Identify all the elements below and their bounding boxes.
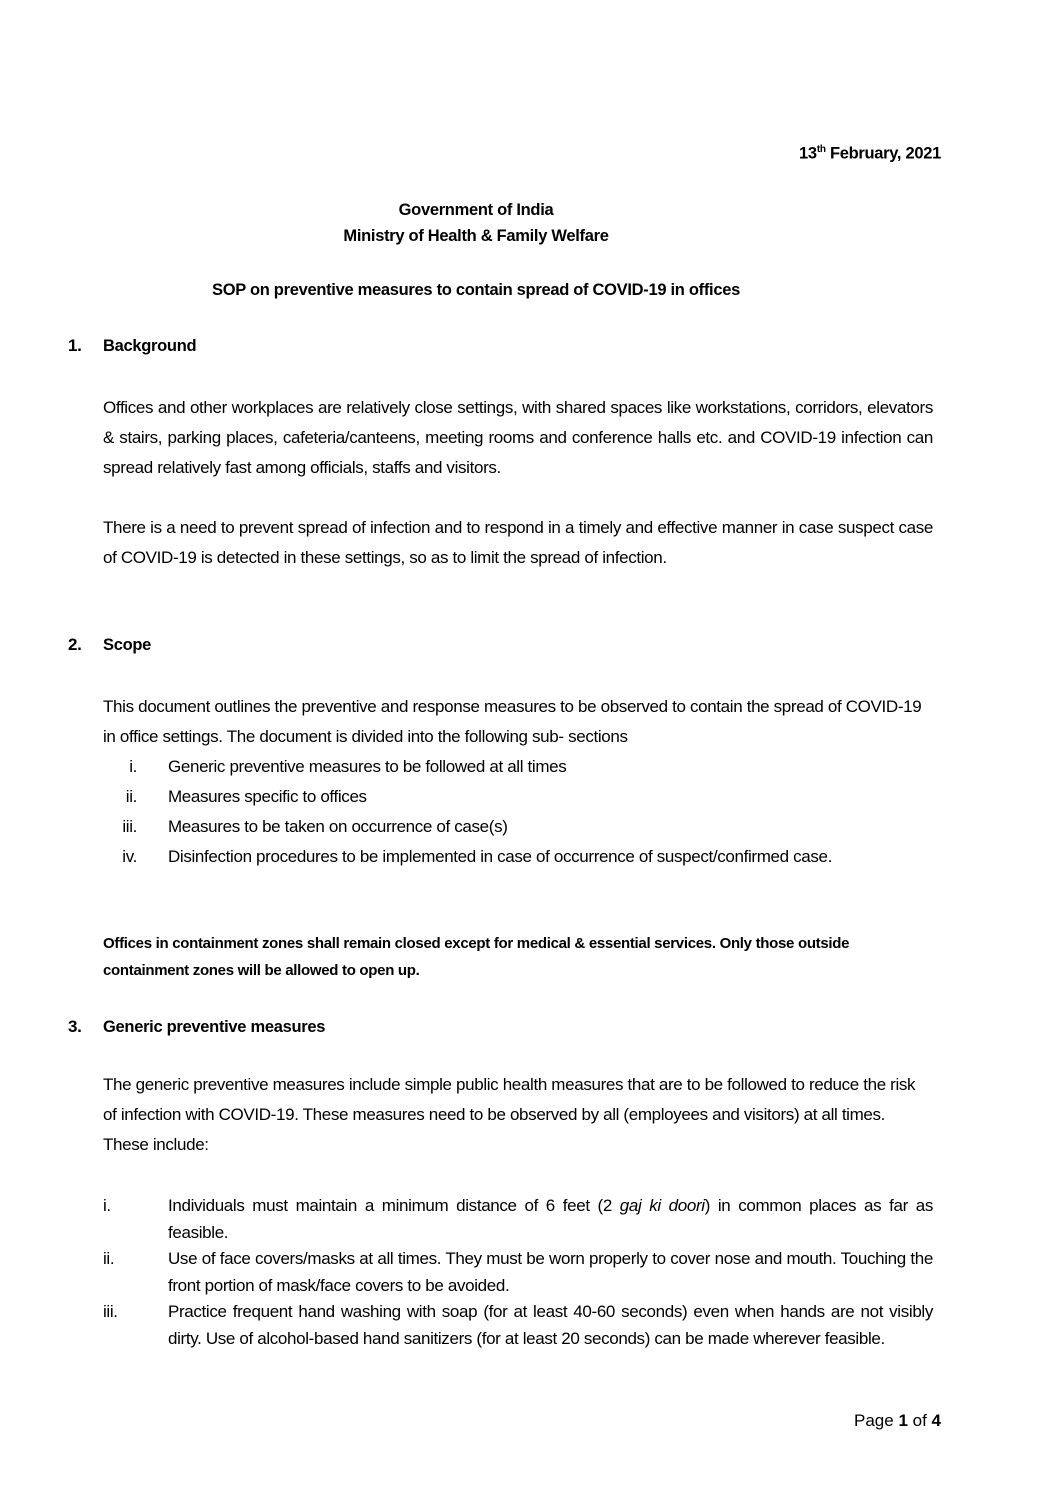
list-text: Measures to be taken on occurrence of case(s) xyxy=(168,817,508,836)
background-paragraph-1: Offices and other workplaces are relatively close settings, with shared spaces like workstations, corridors, elevators & stairs, parking places, cafeteria/canteens, meeting rooms and conference halls etc. and COVID-19 infection can spread relatively fast among officials, staffs and visitors. xyxy=(103,398,933,477)
containment-zone-note: Offices in containment zones shall remain closed except for medical & essential services. Only those outside containment zones will be allowed to open up. xyxy=(103,935,850,979)
date-suffix: th xyxy=(816,144,826,155)
page-number-footer xyxy=(854,1411,941,1431)
list-text: Use of face covers/masks at all times. They must be worn properly to cover nose and mouth. Touching the front portion of mask/face covers to be avoided. xyxy=(168,1249,933,1295)
total-pages: 4 xyxy=(931,1411,941,1430)
list-item xyxy=(103,782,933,812)
text-part: Individuals must maintain a minimum distance of 6 feet (2 xyxy=(168,1196,620,1215)
list-marker: i. xyxy=(103,1196,111,1215)
current-page: 1 xyxy=(898,1411,908,1430)
list-marker: iii. xyxy=(103,1302,118,1321)
header-ministry: Ministry of Health & Family Welfare xyxy=(343,227,609,245)
list-item xyxy=(103,812,933,842)
list-text: Practice frequent hand washing with soap (for at least 40-60 seconds) even when hands are not visibly dirty. Use of alcohol-based hand sanitizers (for at least 20 seconds) can be made wherever feasible. xyxy=(168,1302,933,1348)
header-government: Government of India xyxy=(398,201,554,219)
section-title: Background xyxy=(103,337,197,355)
generic-measures-list xyxy=(103,1193,933,1352)
list-text: Measures specific to offices xyxy=(168,787,367,806)
footer-prefix: Page xyxy=(854,1411,899,1430)
section-number: 3. xyxy=(68,1017,82,1036)
list-marker: ii. xyxy=(103,1249,115,1268)
list-marker: i. xyxy=(129,757,137,776)
list-marker: iv. xyxy=(122,847,137,866)
section-heading-generic-measures xyxy=(68,1017,325,1037)
list-marker: ii. xyxy=(125,787,137,806)
list-item xyxy=(103,842,933,872)
document-title: SOP on preventive measures to contain spread of COVID-19 in offices xyxy=(212,281,740,299)
generic-measures-paragraph: The generic preventive measures include simple public health measures that are to be followed to reduce the risk of infection with COVID-19. These measures need to be observed by all (employees and visitors) at all times. These include: xyxy=(103,1075,916,1154)
document-date xyxy=(799,144,941,164)
footer-of: of xyxy=(907,1411,932,1430)
scope-paragraph: This document outlines the preventive and response measures to be observed to contain the spread of COVID-19 in office settings. The document is divided into the following sub- sections xyxy=(103,697,922,746)
section-number: 1. xyxy=(68,336,82,355)
list-text: Disinfection procedures to be implemented in case of occurrence of suspect/confirmed case. xyxy=(168,847,832,866)
list-item xyxy=(103,1193,933,1246)
scope-block xyxy=(103,692,933,872)
section-heading-scope xyxy=(68,635,151,655)
background-paragraph-2: There is a need to prevent spread of infection and to respond in a timely and effective manner in case suspect case of COVID-19 is detected in these settings, so as to limit the spread of infection. xyxy=(103,518,933,567)
list-item xyxy=(103,1299,933,1352)
section-heading-background xyxy=(68,336,196,356)
date-day: 13 xyxy=(799,144,817,163)
section-number: 2. xyxy=(68,635,82,654)
date-rest: February, 2021 xyxy=(825,144,941,163)
list-text: Generic preventive measures to be followed at all times xyxy=(168,757,567,776)
list-item xyxy=(103,752,933,782)
list-text xyxy=(103,1193,933,1246)
list-item xyxy=(103,1246,933,1299)
text-part: ) in common places as far as feasible. xyxy=(168,1196,933,1242)
section-title: Scope xyxy=(103,636,152,654)
section-title: Generic preventive measures xyxy=(103,1018,326,1036)
list-marker: iii. xyxy=(122,817,137,836)
italic-phrase: gaj ki doori xyxy=(619,1196,705,1215)
